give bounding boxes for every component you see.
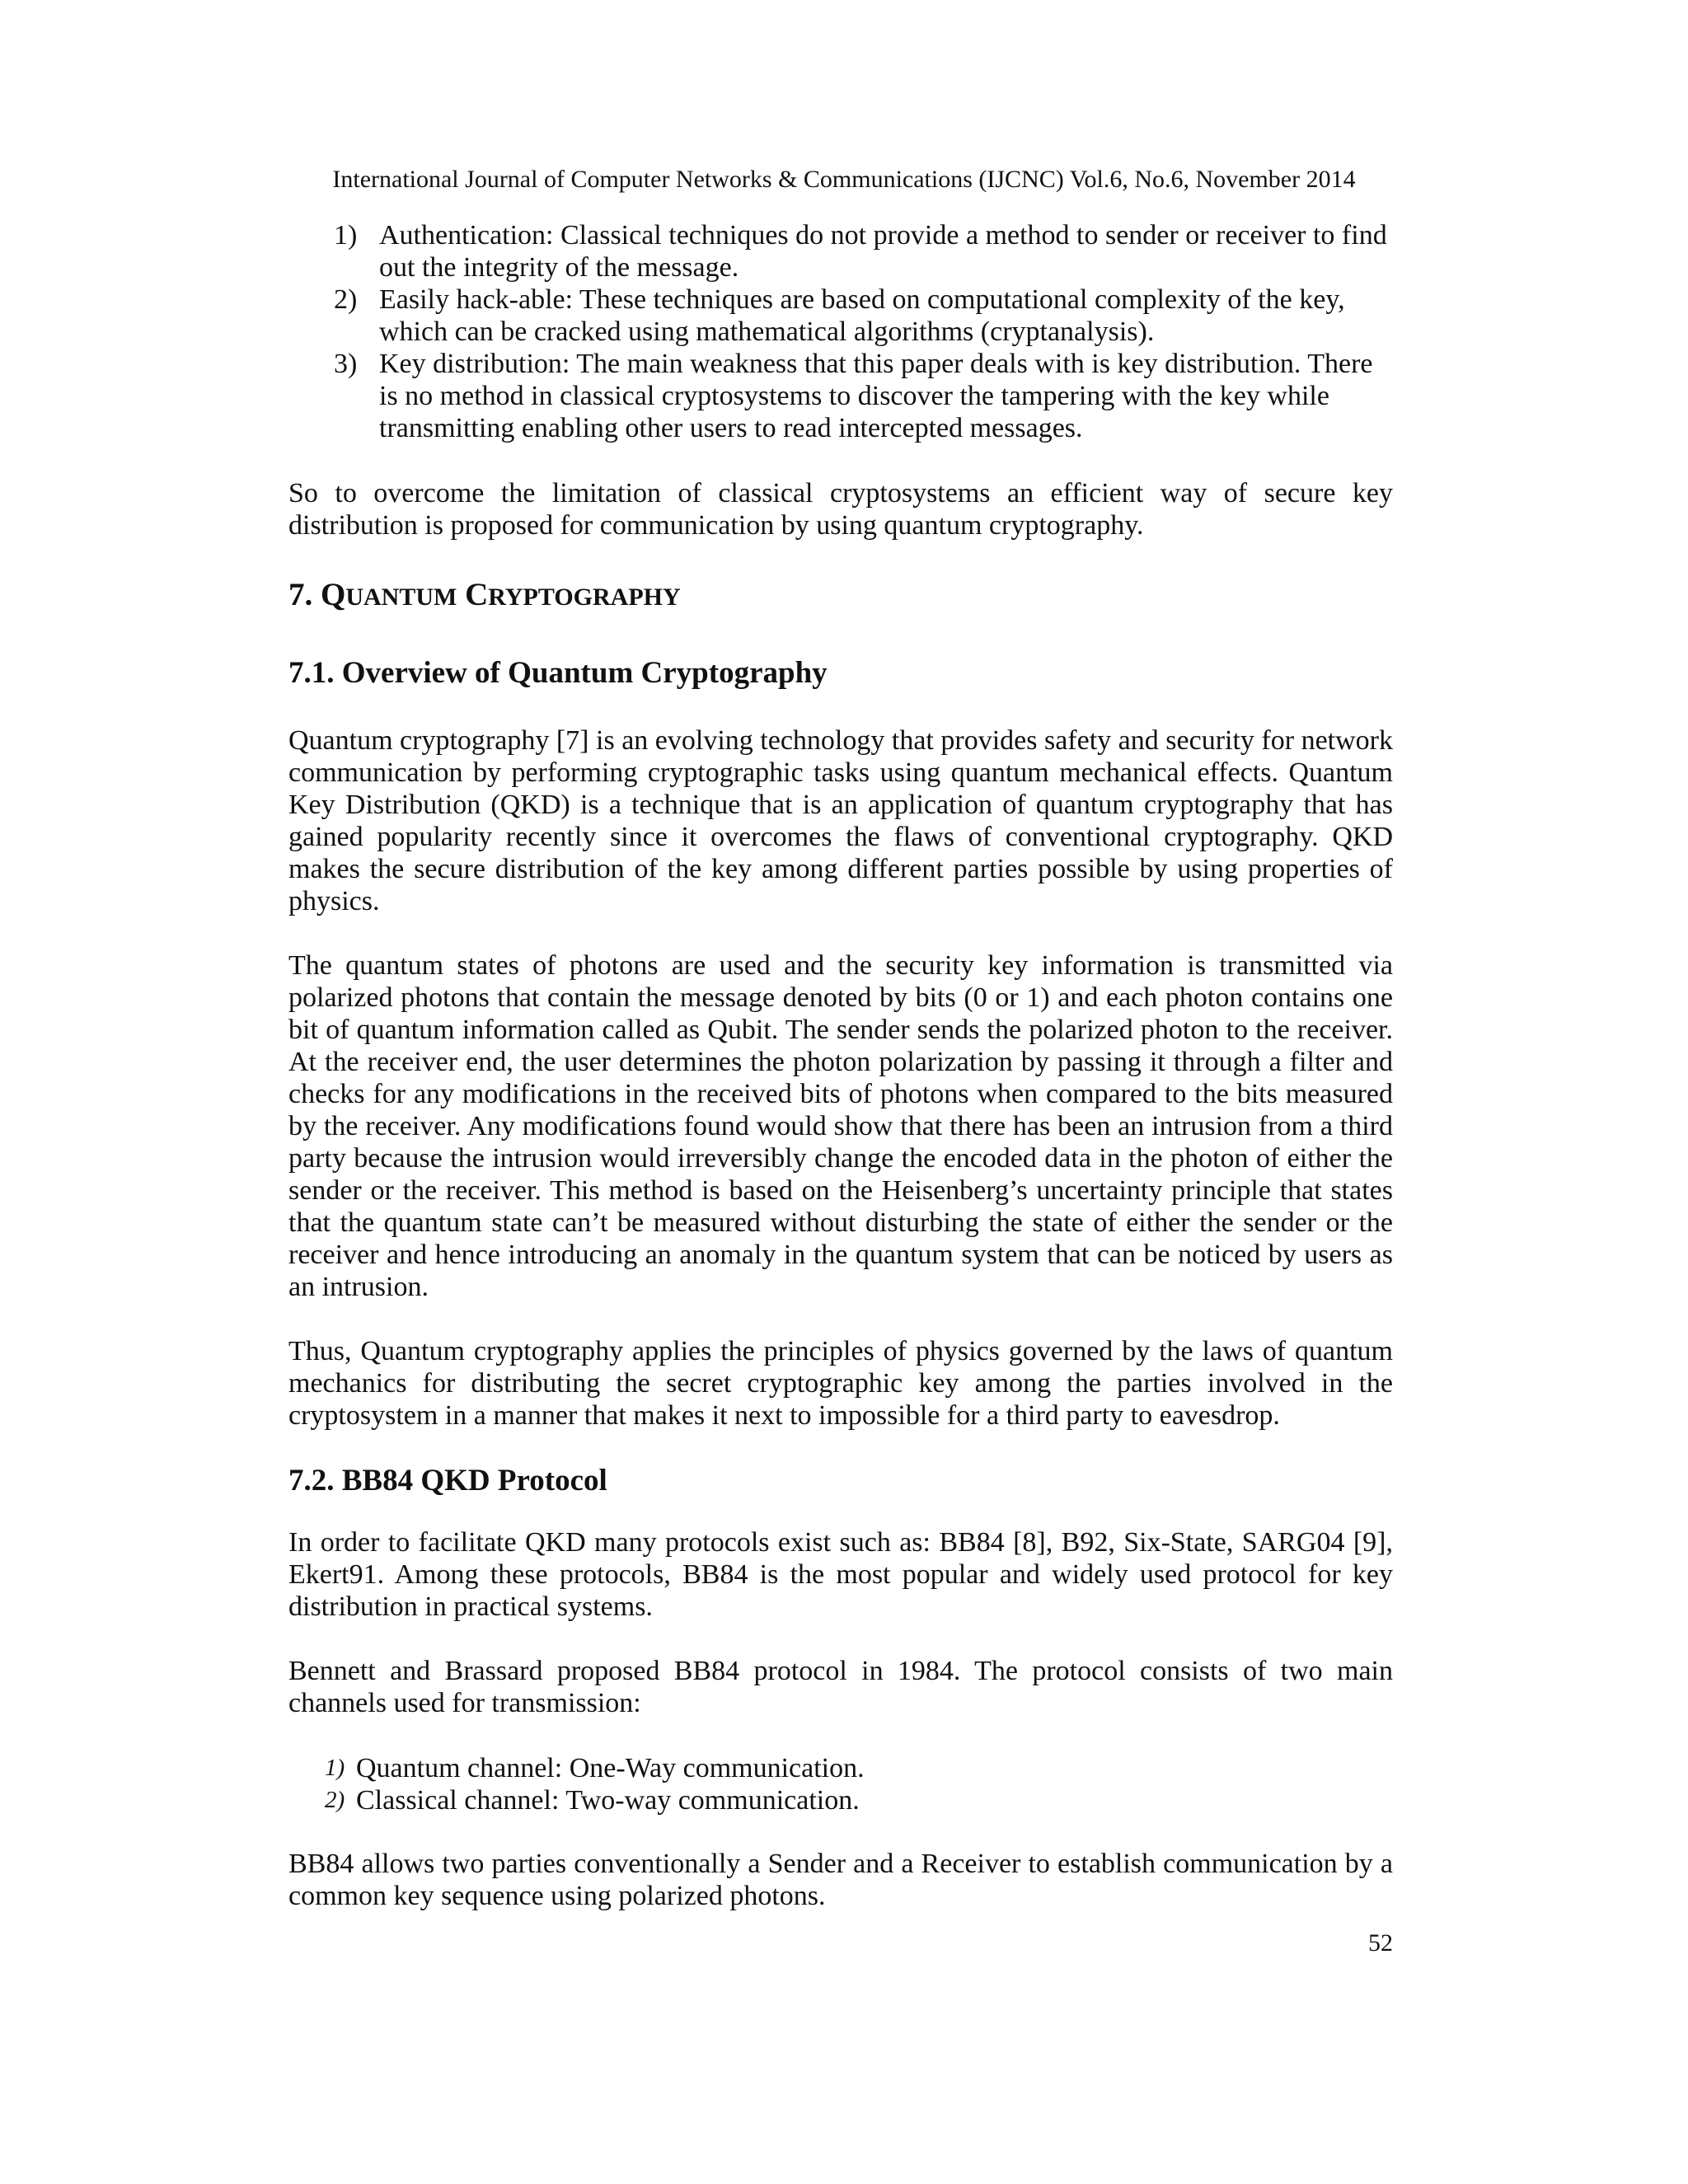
intro-paragraph: So to overcome the limitation of classical cryptosystems an efficient way of secure key distribution is proposed for communication by using quantum cryptography.	[288, 478, 1393, 541]
paragraph: In order to facilitate QKD many protocols exist such as: BB84 [8], B92, Six-State, SARG04 [9], Ekert91. Among these protocols, BB84 is the most popular and widely used protocol for key distribution in practical systems.	[288, 1527, 1393, 1622]
list-item-text: Quantum channel: One-Way communication.	[356, 1753, 865, 1783]
paragraph: Quantum cryptography [7] is an evolving technology that provides safety and security for network communication by performing cryptographic tasks using quantum mechanical effects. Quantum Key Distribution (QKD) is a technique that is an application of quantum cryptography that has gained popularity recently since it overcomes the flaws of conventional cryptography. QKD makes the secure distribution of the key among different parties possible by using properties of physics.	[288, 725, 1393, 916]
list-item	[288, 219, 1393, 284]
section-title-rest-2: RYPTOGRAPHY	[488, 583, 681, 611]
list-item	[288, 348, 1393, 444]
subsection-heading: 7.2. BB84 QKD Protocol	[288, 1464, 607, 1497]
list-marker: 1)	[325, 1755, 345, 1781]
section-heading	[288, 576, 1393, 614]
list-item-text: Classical channel: Two-way communication.	[356, 1785, 860, 1816]
list-marker: 3)	[334, 349, 358, 379]
paragraph: Bennett and Brassard proposed BB84 protocol in 1984. The protocol consists of two main channels used for transmission:	[288, 1656, 1393, 1718]
list-item-text: Key distribution: The main weakness that this paper deals with is key distribution. There is no method in classical cryptosystems to discover the tampering with the key while transmitting enabling other users to read intercepted messages.	[379, 349, 1373, 443]
page-number: 52	[1368, 1929, 1393, 1957]
list-item-text: Easily hack-able: These techniques are based on computational complexity of the key, which can be cracked using mathematical algorithms (cryptanalysis).	[379, 284, 1345, 347]
section-title-initial-c: C	[457, 577, 489, 612]
list-item	[288, 1784, 1393, 1816]
list-item	[288, 1752, 1393, 1784]
section-number: 7.	[288, 577, 321, 612]
list-item	[288, 284, 1393, 348]
section-title-initial-q: Q	[321, 577, 346, 612]
classical-weakness-list	[288, 219, 1393, 444]
section-title-rest-1: UANTUM	[345, 583, 457, 611]
paragraph: BB84 allows two parties conventionally a Sender and a Receiver to establish communication by a common key sequence using polarized photons.	[288, 1849, 1393, 1911]
paragraph: Thus, Quantum cryptography applies the principles of physics governed by the laws of quantum mechanics for distributing the secret cryptographic key among the parties involved in the cryptosystem in a manner that makes it next to impossible for a third party to eavesdrop.	[288, 1336, 1393, 1431]
paragraph: The quantum states of photons are used and the security key information is transmitted via polarized photons that contain the message denoted by bits (0 or 1) and each photon contains one bit of quantum information called as Qubit. The sender sends the polarized photon to the receiver. At the receiver end, the user determines the photon polarization by passing it through a filter and checks for any modifications in the received bits of photons when compared to the bits measured by the receiver. Any modifications found would show that there has been an intrusion from a third party because the intrusion would irreversibly change the encoded data in the photon of either the sender or the receiver. This method is based on the Heisenberg’s uncertainty principle that states that the quantum state can’t be measured without disturbing the state of either the sender or the receiver and hence introducing an anomaly in the quantum system that can be noticed by users as an intrusion.	[288, 950, 1393, 1302]
list-marker: 2)	[334, 284, 358, 315]
list-marker: 2)	[325, 1787, 345, 1813]
channel-list	[288, 1752, 1393, 1816]
list-marker: 1)	[334, 220, 358, 251]
subsection-heading: 7.1. Overview of Quantum Cryptography	[288, 656, 828, 690]
page-body	[288, 219, 1393, 1912]
list-item-text: Authentication: Classical techniques do not provide a method to sender or receiver to find out the integrity of the message.	[379, 220, 1387, 283]
running-header: International Journal of Computer Networks & Communications (IJCNC) Vol.6, No.6, November 2014	[332, 166, 1356, 193]
